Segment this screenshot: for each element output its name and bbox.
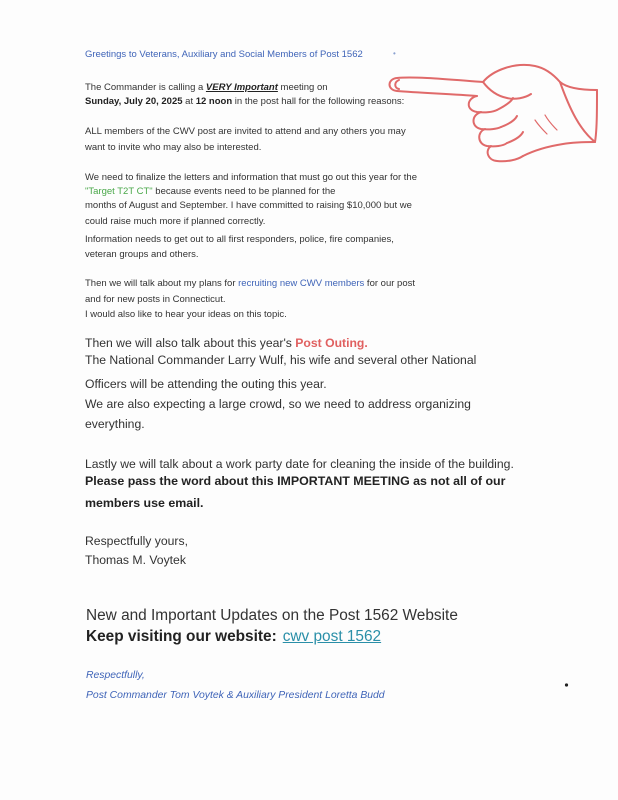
scan-speck-icon xyxy=(564,683,569,687)
finalize-line-5: Information needs to get out to all first responders, police, fire companies, xyxy=(85,234,394,245)
recruiting-text: recruiting new CWV members xyxy=(238,278,365,289)
target-t2t-ct-text: "Target T2T CT" xyxy=(85,186,153,197)
lastly-line-3: members use email. xyxy=(85,496,204,510)
all-members-line-2: want to invite who may also be interested. xyxy=(85,142,262,153)
pointing-hand-icon xyxy=(385,60,600,172)
signoff-line-1: Respectfully yours, xyxy=(85,534,188,548)
recruit-line-2: and for new posts in Connecticut. xyxy=(85,294,226,305)
finalize-line-6: veteran groups and others. xyxy=(85,249,199,260)
finalize-line-4: could raise much more if planned correctly. xyxy=(85,216,266,227)
closing-signature: Post Commander Tom Voytek & Auxiliary President Loretta Budd xyxy=(86,690,385,701)
greeting-mark: • xyxy=(393,49,396,58)
finalize-line-1: We need to finalize the letters and information that must go out this year for the xyxy=(85,172,417,183)
outing-line-5: everything. xyxy=(85,417,145,431)
website-link[interactable]: cwv post 1562 xyxy=(282,628,382,645)
outing-line-2: The National Commander Larry Wulf, his wife and several other National xyxy=(85,353,477,367)
recruit-line-1: Then we will talk about my plans for recruiting new CWV members for our post xyxy=(85,278,415,289)
updates-heading: New and Important Updates on the Post 1562 Website xyxy=(86,607,458,624)
outing-line-4: We are also expecting a large crowd, so we need to address organizing xyxy=(85,397,471,411)
lastly-line-2: Please pass the word about this IMPORTANT MEETING as not all of our xyxy=(85,474,506,488)
finalize-line-2: "Target T2T CT" because events need to be planned for the xyxy=(85,186,336,197)
recruit-line-3: I would also like to hear your ideas on this topic. xyxy=(85,309,287,320)
outing-line-1: Then we will also talk about this year's Post Outing. xyxy=(85,336,368,350)
finalize-line-3: months of August and September. I have committed to raising $10,000 but we xyxy=(85,200,412,211)
intro-line-1: The Commander is calling a VERY Important meeting on xyxy=(85,82,328,93)
closing-line-1: Respectfully, xyxy=(86,670,145,681)
all-members-line-1: ALL members of the CWV post are invited to attend and any others you may xyxy=(85,126,406,137)
lastly-line-1: Lastly we will talk about a work party date for cleaning the inside of the building. xyxy=(85,457,514,471)
meeting-date: Sunday, July 20, 2025 xyxy=(85,96,183,107)
intro-line-2: Sunday, July 20, 2025 at 12 noon in the post hall for the following reasons: xyxy=(85,96,405,107)
greeting-line: Greetings to Veterans, Auxiliary and Social Members of Post 1562 xyxy=(85,49,363,60)
meeting-time: 12 noon xyxy=(195,96,233,107)
outing-line-3: Officers will be attending the outing this year. xyxy=(85,377,327,391)
keep-visiting-line: Keep visiting our website: cwv post 1562 xyxy=(86,628,382,645)
very-important-text: VERY Important xyxy=(205,82,278,93)
post-outing-text: Post Outing. xyxy=(295,336,368,350)
signoff-name: Thomas M. Voytek xyxy=(85,553,186,567)
